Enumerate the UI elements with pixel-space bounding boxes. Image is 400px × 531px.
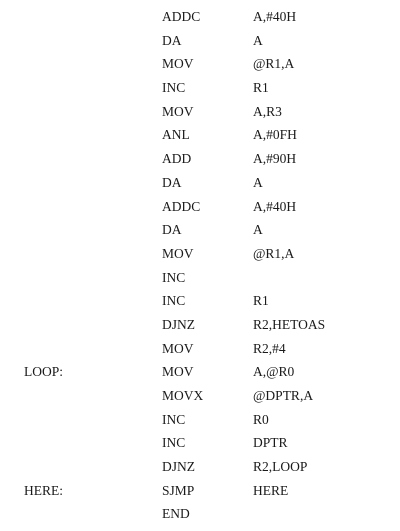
line-operand: A,R3 [253,103,282,119]
code-line [0,455,400,479]
line-mnemonic: DA [162,222,182,238]
line-operand: @DPTR,A [253,388,314,403]
code-line [0,266,400,290]
line-mnemonic: MOV [162,103,194,119]
code-line [0,479,400,503]
line-operand: A,#40H [253,198,297,214]
line-operand: R1 [253,293,269,309]
line-mnemonic: INC [162,269,186,285]
code-line [0,100,400,124]
code-line [0,29,400,53]
code-line [0,147,400,171]
line-operand: A [253,222,263,238]
line-mnemonic: MOV [162,56,194,72]
code-line [0,195,400,219]
line-mnemonic: ADD [162,151,192,167]
line-operand: R2,HETOAS [253,316,326,332]
code-line [0,5,400,29]
code-line [0,502,400,526]
line-operand: A,#40H [253,9,297,24]
line-mnemonic: ADDC [162,198,201,214]
line-mnemonic: DJNZ [162,459,195,475]
line-label: HERE: [24,482,63,498]
line-operand: DPTR [253,435,288,451]
line-operand: HERE [253,482,289,498]
code-line [0,76,400,100]
line-mnemonic: MOVX [162,388,204,403]
line-mnemonic: ANL [162,127,190,143]
code-line [0,337,400,361]
code-line [0,360,400,384]
code-line [0,242,400,266]
line-mnemonic: DA [162,32,182,48]
line-operand: R0 [253,411,269,427]
code-line [0,123,400,147]
line-mnemonic: SJMP [162,482,195,498]
line-mnemonic: DA [162,174,182,190]
line-mnemonic: INC [162,411,186,427]
line-mnemonic: MOV [162,340,194,356]
line-operand: @R1,A [253,245,295,261]
code-line [0,384,400,408]
code-line [0,313,400,337]
line-operand: R1 [253,80,269,96]
line-mnemonic: END [162,506,190,522]
line-mnemonic: MOV [162,245,194,261]
line-operand: A [253,32,263,48]
line-mnemonic: DJNZ [162,316,195,332]
line-operand: A [253,174,263,190]
line-operand: @R1,A [253,56,295,72]
line-label: LOOP: [24,364,64,380]
line-operand: A,@R0 [253,364,295,380]
code-line [0,218,400,242]
code-line [0,289,400,313]
line-mnemonic: INC [162,80,186,96]
code-line [0,431,400,455]
code-line [0,408,400,432]
line-operand: A,#90H [253,151,297,167]
line-mnemonic: MOV [162,364,194,380]
line-operand: R2,LOOP [253,459,308,475]
line-mnemonic: ADDC [162,9,201,24]
code-line [0,52,400,76]
assembly-listing [0,5,400,526]
line-operand: R2,#4 [253,340,286,356]
code-line [0,171,400,195]
line-operand: A,#0FH [253,127,297,143]
line-mnemonic: INC [162,293,186,309]
line-mnemonic: INC [162,435,186,451]
